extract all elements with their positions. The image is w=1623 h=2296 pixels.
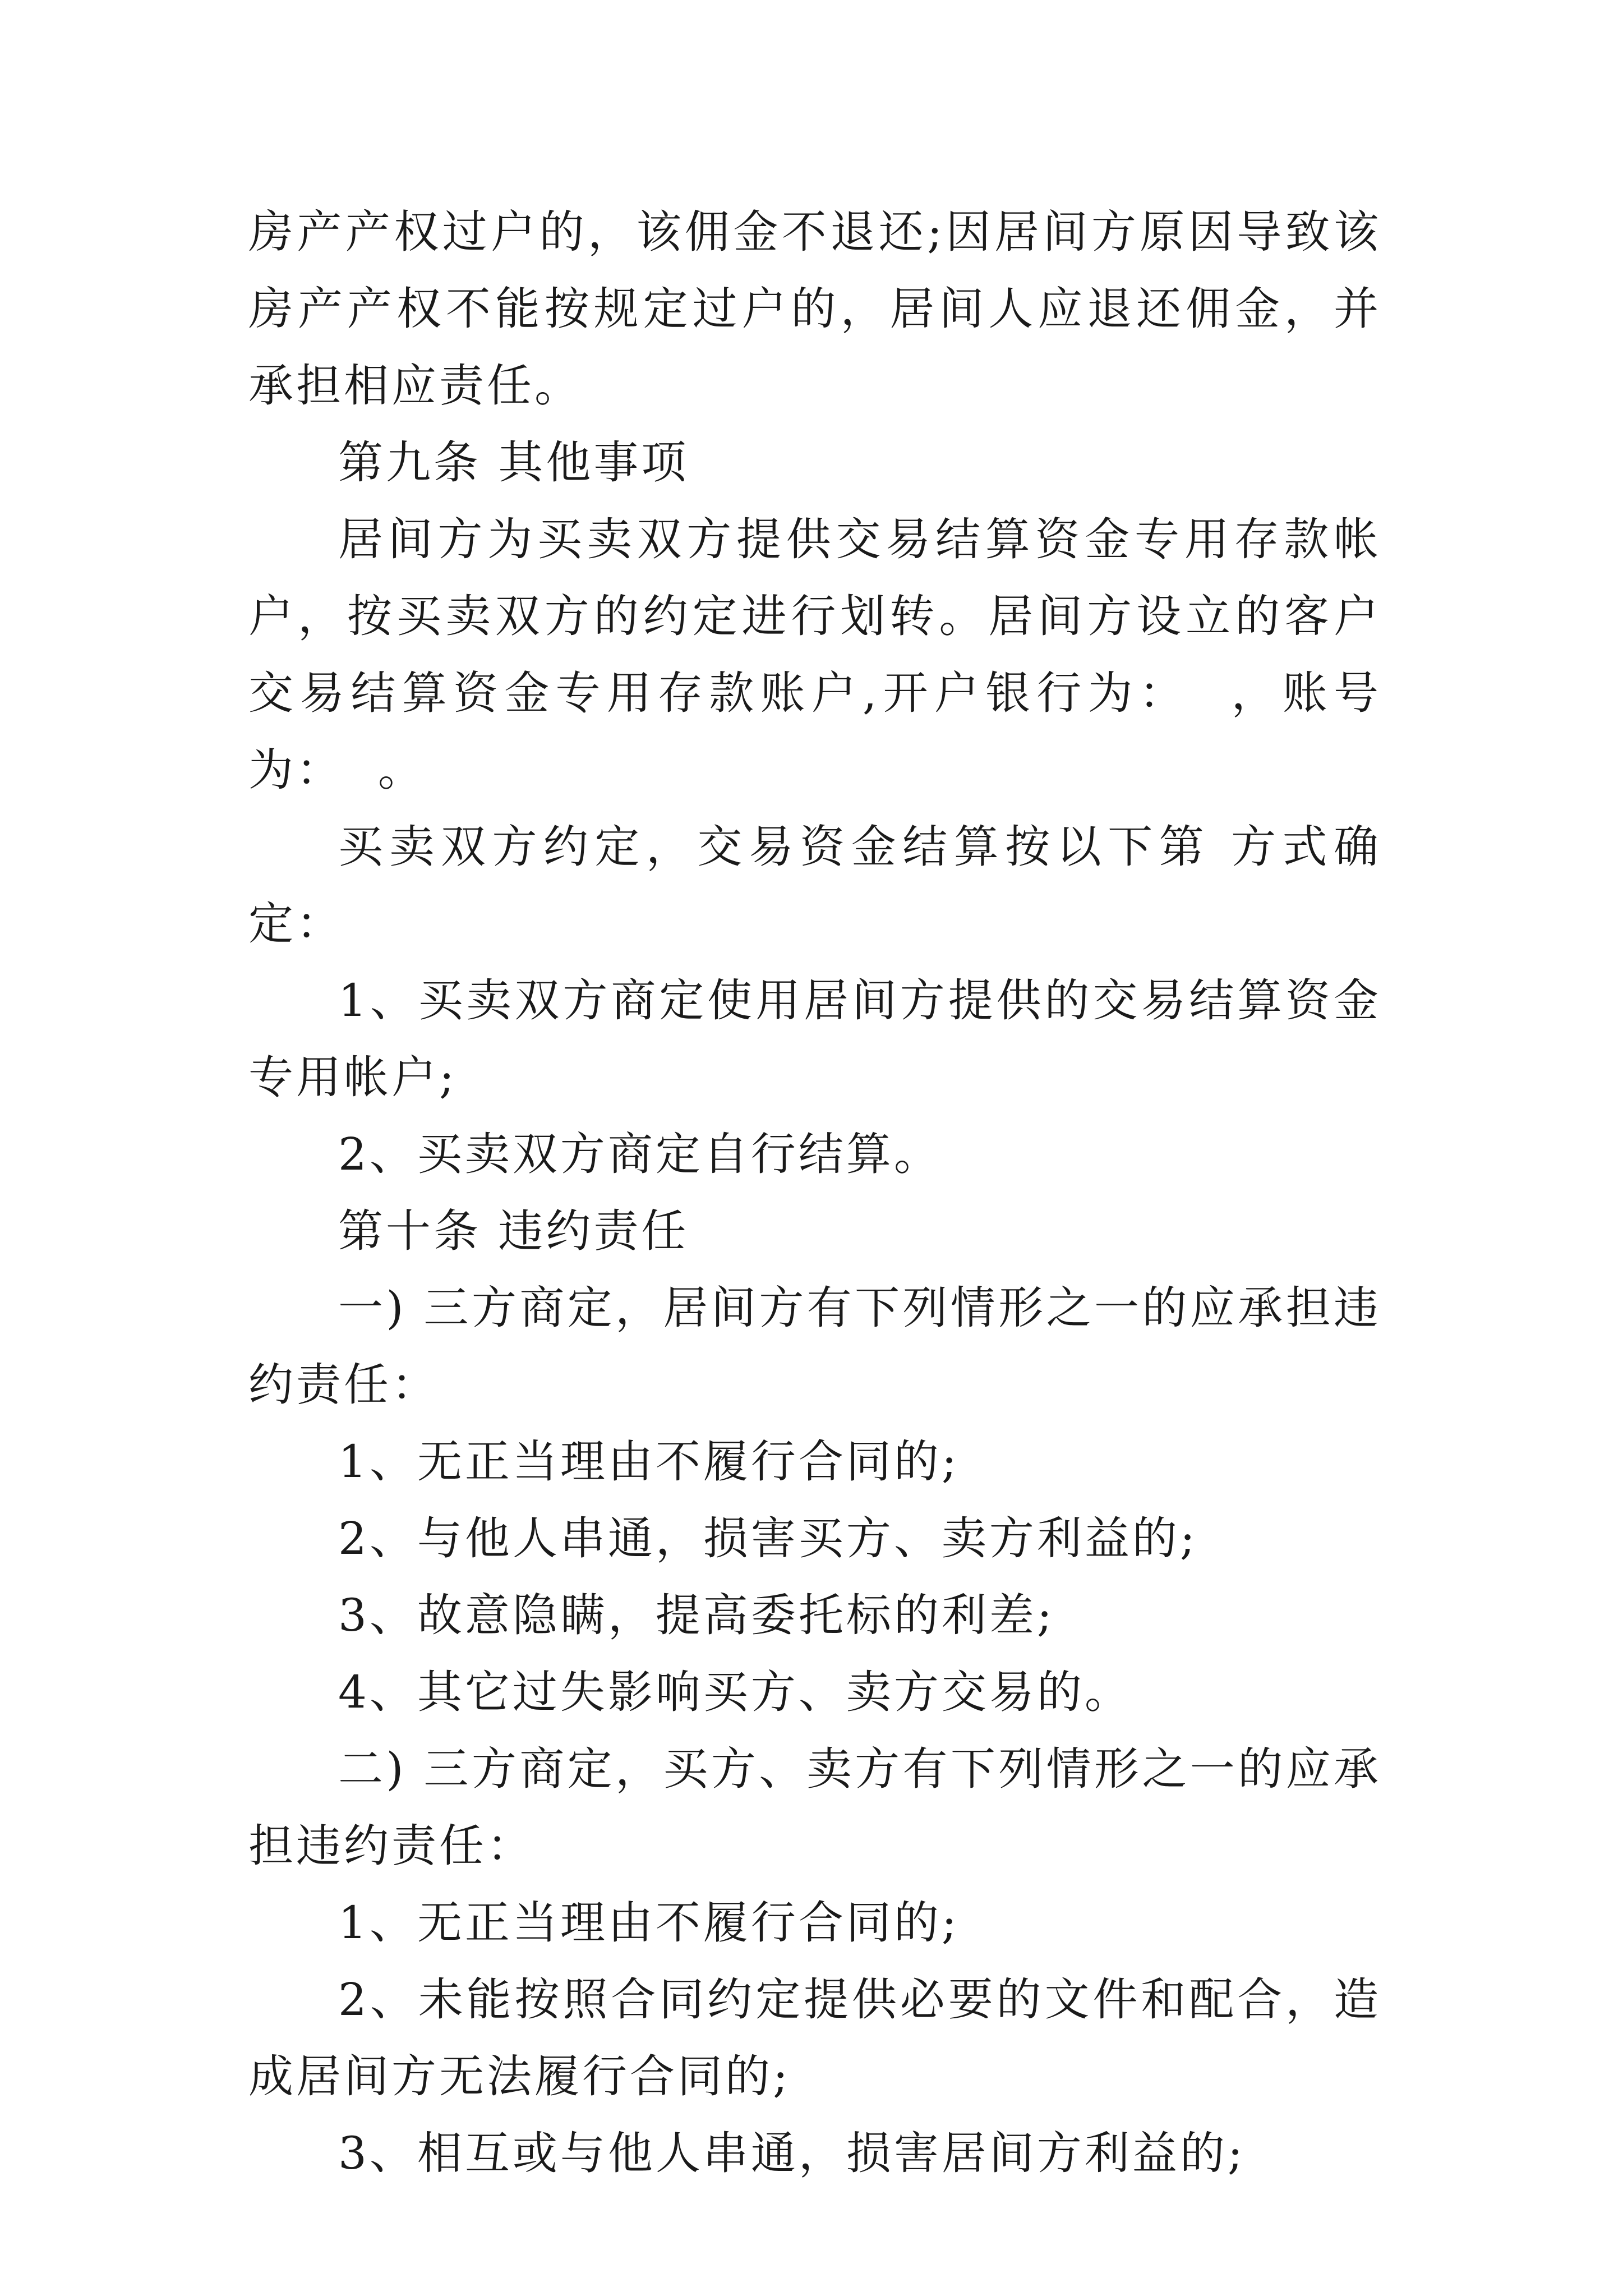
paragraph-broker-liability: 一) 三方商定，居间方有下列情形之一的应承担违约责任： [248, 1282, 1381, 1411]
paragraph-settlement-method: 买卖双方约定，交易资金结算按以下第 方式确定： [248, 821, 1381, 950]
list-item: 1、买卖双方商定使用居间方提供的交易结算资金专用帐户; [248, 974, 1381, 1103]
paragraph-settlement-account: 居间方为买卖双方提供交易结算资金专用存款帐户，按买卖双方的约定进行划转。居间方设立的客户交易结算资金专用存款账户,开户银行为： ，账号为： 。 [248, 513, 1381, 796]
list-item: 1、无正当理由不履行合同的; [338, 1435, 960, 1488]
article-10-heading: 第十条 违约责任 [338, 1205, 689, 1257]
list-item: 2、未能按照合同约定提供必要的文件和配合，造成居间方无法履行合同的; [248, 1973, 1381, 2102]
list-item: 4、其它过失影响买方、卖方交易的。 [338, 1666, 1132, 1718]
article-9-heading: 第九条 其他事项 [338, 436, 689, 489]
paragraph-party-liability: 二) 三方商定，买方、卖方有下列情形之一的应承担违约责任： [248, 1743, 1381, 1872]
list-item: 3、故意隐瞒，提高委托标的利差; [338, 1589, 1055, 1641]
list-item: 2、买卖双方商定自行结算。 [338, 1128, 942, 1180]
list-item: 3、相互或与他人串通，损害居间方利益的; [338, 2127, 1246, 2179]
list-item: 1、无正当理由不履行合同的; [338, 1897, 960, 1949]
paragraph-commission-continuation: 房产产权过户的，该佣金不退还;因居间方原因导致该房产产权不能按规定过户的，居间人应退还佣金，并承担相应责任。 [248, 206, 1381, 412]
list-item: 2、与他人串通，损害买方、卖方利益的; [338, 1512, 1198, 1565]
document-body [248, 194, 1381, 2192]
